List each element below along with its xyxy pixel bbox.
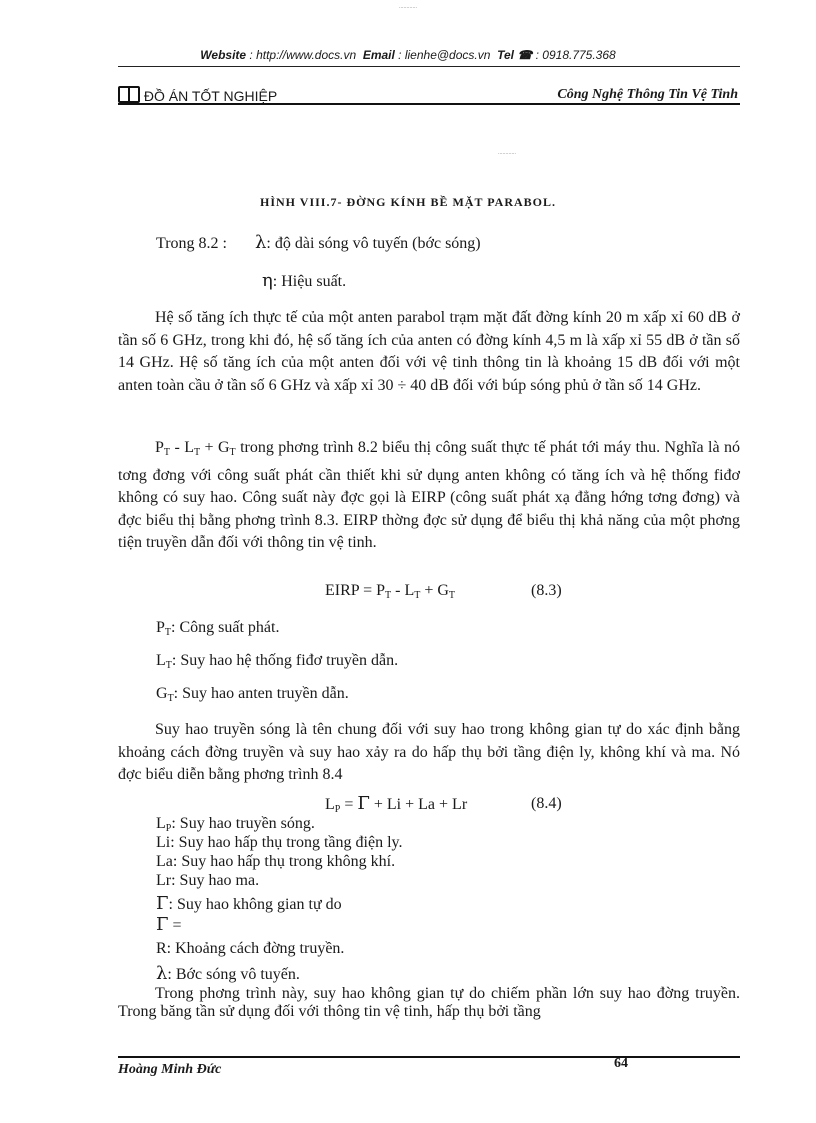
def-wavelength: λ: Bớc sóng vô tuyến. [156,963,300,984]
email-label: Email [362,48,395,62]
paragraph-gain: Hệ số tăng ích thực tế của một anten parabol trạm mặt đất đờng kính 20 m xấp xỉ 60 dB ở tần số 6 GHz, trong khi đó, hệ số tăng ích của anten có đờng kính 4,5 m là xấp xỉ 55 dB ở tần số 14 GHz. Hệ số tăng ích của một anten đối với vệ tinh thông tin là khoảng 15 dB đối với một anten toàn cầu ở tần số 6 GHz và xấp xỉ 30 ÷ 40 dB đối với búp sóng phủ ở tần số 14 GHz. [118,309,740,394]
eta-text: : Hiệu suất. [272,273,347,290]
def-eta [262,270,346,291]
lambda-text: : độ dài sóng vô tuyến (bớc sóng) [266,235,481,252]
header-rule-bottom [118,103,740,105]
equation-number-8-4: (8.4) [531,795,562,812]
gamma-symbol: Γ [357,793,370,814]
project-label: ĐỒ ÁN TỐT NGHIỆP [143,88,278,104]
page-number: 64 [614,1056,628,1071]
website-url[interactable]: : http://www.docs.vn [249,48,357,62]
gt-symbol: G [217,439,230,456]
def-lambda [156,232,481,253]
def-prefix: Trong 8.2 : [156,235,227,252]
website-label: Website [200,48,247,62]
equation-path-loss: $L_P = \Gamma + Li + La + Lr$ [325,793,468,815]
def-gt: $G_T$: Suy hao anten truyền dẫn. [156,685,349,704]
mid-dots: ............ [498,150,516,156]
figure-caption: HÌNH VIII.7- ĐỜNG KÍNH BỀ MẶT PARABOL. [259,195,557,209]
def-lp: $L_P$: Suy hao truyền sóng. [156,815,315,834]
paragraph-eirp: $P_T - L_T + G_T$ trong phơng trình 8.2 biểu thị công suất thực tế phát tới máy thu. Nghĩa là nó tơng đơng với công suất phát cần thiết khi sử dụng anten không có tăng ích và hệ thống fiđơ không có suy hao. Công suất này đợc gọi là EIRP (công suất phát xạ đẳng hớng tơng đơng) và đợc biểu thị bằng phơng trình 8.3. EIRP thờng đợc sử dụng để biểu thị khả năng của một phơng tiện truyền dẫn đối với thông tin vệ tinh. [118,439,740,551]
lt-symbol: L [184,439,194,456]
lambda-symbol: λ [254,232,267,253]
tel-value: : 0918.775.368 [535,48,616,62]
header-contact [0,48,816,62]
def-pt: $P_T$: Công suất phát. [156,619,280,638]
topic-title: Công Nghệ Thông Tin Vệ Tinh [557,87,738,102]
def-gamma: Γ: Suy hao không gian tự do [156,893,342,914]
header-rule-top [118,66,740,67]
def-lr: Lr: Suy hao ma. [156,872,260,889]
author-name: Hoàng Minh Đức [118,1062,222,1077]
equation-eirp: EIRP = $P_T - L_T + G_T$ [325,582,456,601]
def-li: Li: Suy hao hấp thụ trong tầng điện ly. [156,834,403,851]
pt-symbol: P [155,439,164,456]
eta-symbol: η [262,270,273,291]
paragraph-free-space: Trong phơng trình này, suy hao không gian tự do chiếm phần lớn suy hao đờng truyền. Trong băng tần sử dụng đối với thông tin vệ tinh, hấp thụ bởi tầng [118,985,740,1020]
gamma-formula: Γ = [156,914,182,935]
def-la: La: Suy hao hấp thụ trong không khí. [156,853,396,870]
def-r: R: Khoảng cách đờng truyền. [156,940,345,957]
phone-icon: ☎ [517,48,533,62]
top-dots: ............ [399,4,417,10]
equation-number-8-3: (8.3) [531,582,562,599]
footer-rule [118,1056,740,1058]
tel-label: Tel [497,48,514,62]
def-lt: $L_T$: Suy hao hệ thống fiđơ truyền dẫn. [156,652,399,671]
project-title [118,86,277,104]
book-icon [118,86,140,103]
email-value[interactable]: : lienhe@docs.vn [398,48,491,62]
paragraph-propagation-loss: Suy hao truyền sóng là tên chung đối với suy hao trong không gian tự do xác định bằng khoảng cách đờng truyền và suy hao xảy ra do hấp thụ bởi tầng điện ly, không khí và ma. Nó đợc biểu diễn bằng phơng trình 8.4 [118,721,740,783]
